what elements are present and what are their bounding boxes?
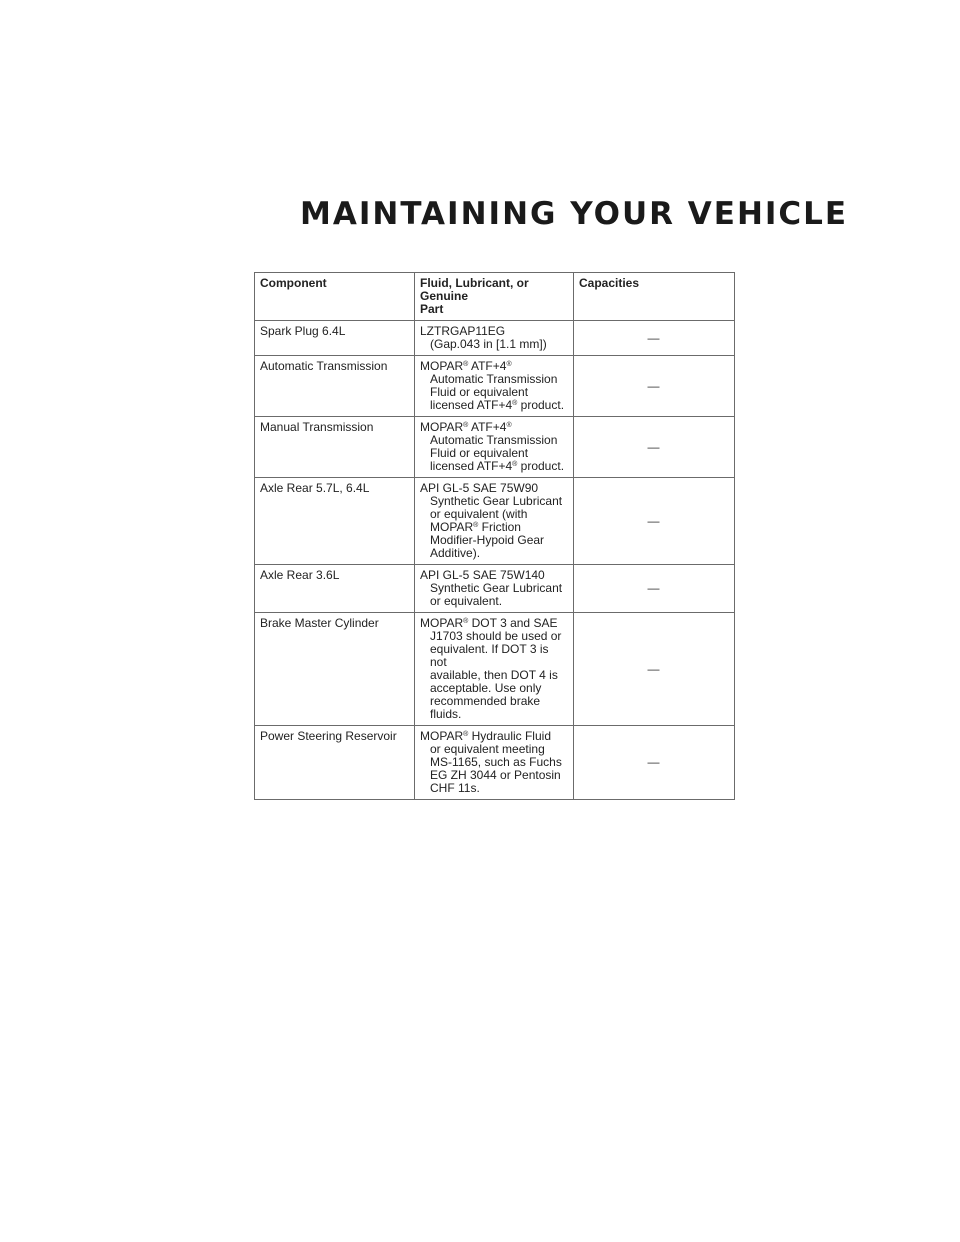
fluid-first-line: MOPAR® ATF+4®	[420, 420, 512, 434]
header-fluid-line1: Fluid, Lubricant, or Genuine	[420, 276, 529, 303]
component-cell: Axle Rear 5.7L, 6.4L	[255, 478, 415, 565]
section-title: MAINTAINING YOUR VEHICLE	[300, 196, 849, 232]
fluid-cell	[415, 356, 574, 417]
component-cell: Brake Master Cylinder	[255, 613, 415, 726]
fluid-continuation: Synthetic Gear Lubricant or equivalent (with MOPAR® Friction Modifier-Hypoid Gear Additive).	[430, 494, 563, 560]
capacity-cell: —	[574, 478, 735, 565]
table-row	[255, 726, 735, 800]
header-fluid	[415, 273, 574, 321]
fluid-first-line: API GL-5 SAE 75W90	[420, 481, 539, 495]
capacity-cell: —	[574, 565, 735, 613]
fluid-continuation: Automatic Transmission Fluid or equivalent licensed ATF+4® product.	[430, 372, 565, 412]
fluid-cell	[415, 478, 574, 565]
fluid-first-line: API GL-5 SAE 75W140	[420, 568, 545, 582]
fluid-cell	[415, 321, 574, 356]
component-cell: Spark Plug 6.4L	[255, 321, 415, 356]
component-cell: Automatic Transmission	[255, 356, 415, 417]
fluid-cell	[415, 726, 574, 800]
capacity-cell: —	[574, 356, 735, 417]
fluid-cell	[415, 417, 574, 478]
fluid-first-line: MOPAR® Hydraulic Fluid	[420, 729, 551, 743]
table-row	[255, 565, 735, 613]
table-header-row	[255, 273, 735, 321]
header-fluid-line2: Part	[420, 302, 444, 316]
fluid-first-line: MOPAR® ATF+4®	[420, 359, 512, 373]
table-row	[255, 417, 735, 478]
fluid-cell	[415, 565, 574, 613]
component-cell: Power Steering Reservoir	[255, 726, 415, 800]
capacity-cell: —	[574, 726, 735, 800]
fluid-continuation: Synthetic Gear Lubricant or equivalent.	[430, 581, 563, 608]
capacity-cell: —	[574, 321, 735, 356]
fluid-first-line: MOPAR® DOT 3 and SAE	[420, 616, 558, 630]
table-row	[255, 356, 735, 417]
header-component: Component	[255, 273, 415, 321]
fluid-first-line: LZTRGAP11EG	[420, 324, 506, 338]
fluid-specifications-table	[254, 272, 735, 800]
component-cell: Manual Transmission	[255, 417, 415, 478]
fluid-continuation: J1703 should be used or equivalent. If DOT 3 is not available, then DOT 4 is acceptable. Use only recommended brake fluids.	[430, 629, 562, 721]
capacity-cell: —	[574, 417, 735, 478]
table-body	[255, 321, 735, 800]
table-row	[255, 478, 735, 565]
capacity-cell: —	[574, 613, 735, 726]
fluid-continuation: (Gap.043 in [1.1 mm])	[430, 337, 547, 351]
table-row	[255, 321, 735, 356]
header-capacities: Capacities	[574, 273, 735, 321]
fluid-continuation: Automatic Transmission Fluid or equivalent licensed ATF+4® product.	[430, 433, 565, 473]
table-row	[255, 613, 735, 726]
component-cell: Axle Rear 3.6L	[255, 565, 415, 613]
fluid-cell	[415, 613, 574, 726]
fluid-continuation: or equivalent meeting MS-1165, such as Fuchs EG ZH 3044 or Pentosin CHF 11s.	[430, 742, 562, 795]
